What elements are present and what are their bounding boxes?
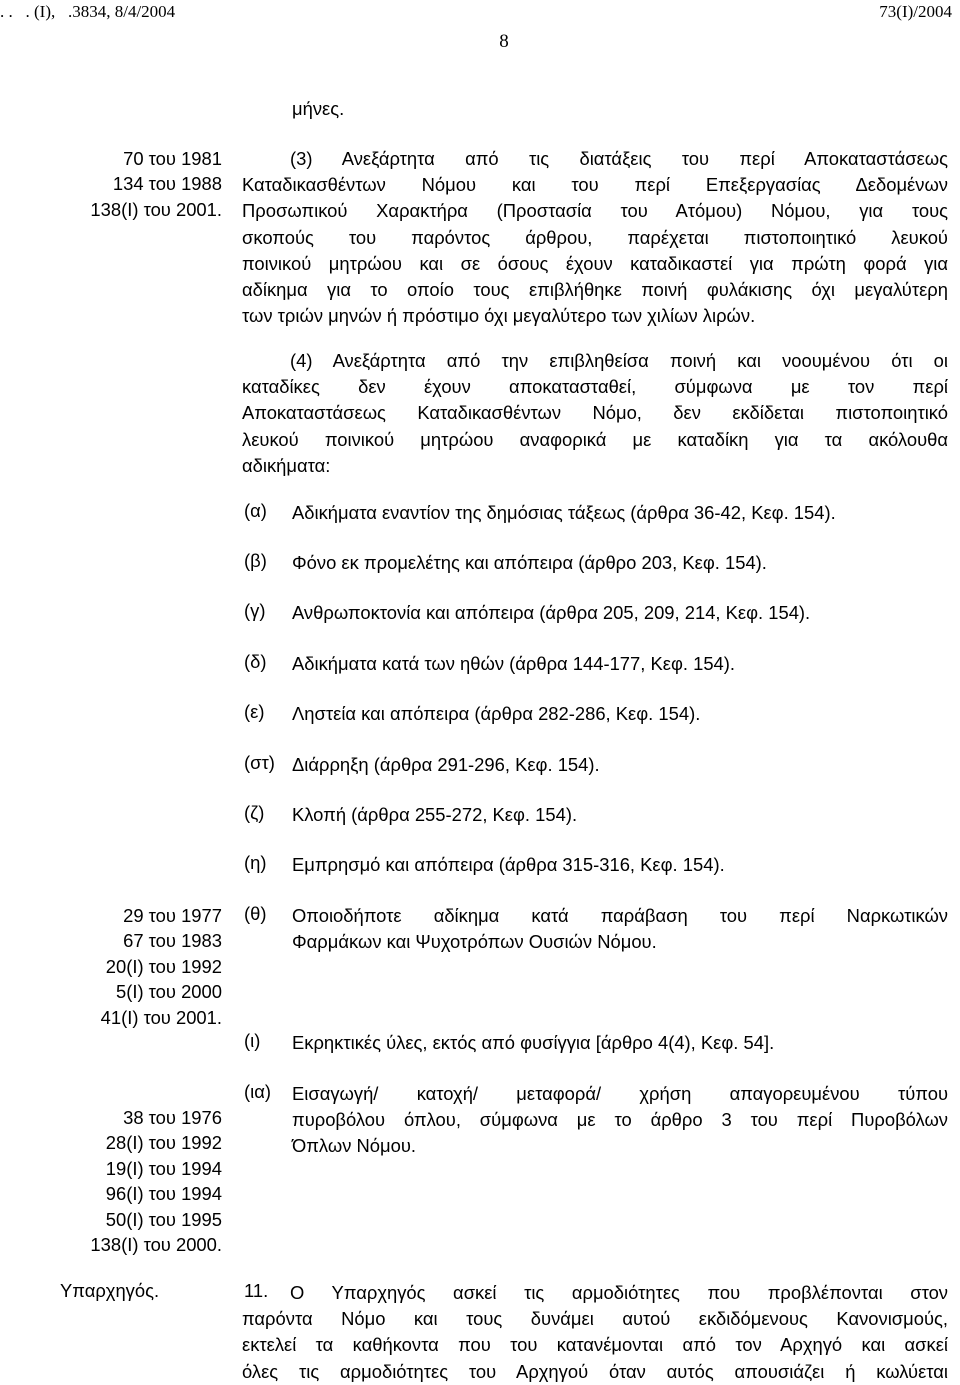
item-text: Οποιοδήποτε αδίκημα κατά παράβαση του περί Ναρκωτικών Φαρμάκων και Ψυχοτρόπων Ουσιών Νόμου.	[292, 905, 948, 953]
margin-note: 5(Ι) του 2000	[115, 981, 222, 1003]
paragraph-line: αδικήματα:	[242, 454, 331, 476]
margin-note: 67 του 1983	[123, 930, 222, 952]
margin-note: 29 του 1977	[123, 905, 222, 926]
paragraph-4	[242, 348, 948, 479]
paragraph-line: (4) Ανεξάρτητα από την επιβληθείσα ποινή και νοουμένου ότι οι	[290, 350, 948, 371]
margin-note: 38 του 1976	[123, 1107, 222, 1128]
item-label: (ι)	[244, 1030, 261, 1051]
margin-note: 19(Ι) του 1994	[105, 1157, 222, 1179]
item-text: Διάρρηξη (άρθρα 291-296, Κεφ. 154).	[292, 754, 600, 775]
item-label: (ζ)	[244, 802, 265, 823]
paragraph-line: Αποκαταστάσεως Καταδικασθέντων Νόμο, δεν εκδίδεται πιστοποιητικό	[242, 402, 948, 424]
item-text: Εμπρησμό και απόπειρα (άρθρα 315-316, Κεφ. 154).	[292, 854, 725, 875]
item-text: Φόνο εκ προμελέτης και απόπειρα (άρθρο 203, Κεφ. 154).	[292, 552, 767, 573]
paragraph-line: αδίκημα για το οποίο τους επιβλήθηκε ποινή φυλάκισης όχι μεγαλύτερη	[242, 279, 948, 301]
paragraph-line: παρόντα Νόμο και τους δυνάμει αυτού εκδιδόμενους Κανονισμούς,	[242, 1308, 948, 1330]
carry-over-text: μήνες.	[292, 98, 345, 119]
paragraph-line: Προσωπικού Χαρακτήρα (Προστασία του Ατόμου) Νόμου, για τους	[242, 200, 948, 222]
item-label: (β)	[244, 550, 267, 571]
item-text: Κλοπή (άρθρα 255-272, Κεφ. 154).	[292, 804, 578, 825]
paragraph-3	[242, 146, 948, 329]
item-label: (α)	[244, 500, 267, 521]
item-label: (δ)	[244, 651, 267, 672]
paragraph-line: καταδίκες δεν έχουν αποκατασταθεί, σύμφωνα με τον περί	[242, 376, 948, 398]
paragraph-line: εκτελεί τα καθήκοντα που του κατανέμονται από τον Αρχηγό και ασκεί	[242, 1334, 948, 1356]
item-label: (ια)	[244, 1081, 271, 1102]
item-text: Ανθρωποκτονία και απόπειρα (άρθρα 205, 209, 214, Κεφ. 154).	[292, 602, 811, 623]
section-number: 11.	[244, 1280, 269, 1301]
header-gazette-reference: . . . (Ι), .3834, 8/4/2004	[0, 2, 176, 21]
item-label: (ε)	[244, 701, 265, 722]
item-text: Αδικήματα εναντίον της δημόσιας τάξεως (άρθρα 36-42, Κεφ. 154).	[292, 502, 836, 523]
margin-notes-paragraph-3	[8, 146, 222, 222]
paragraph-line: των τριών μηνών ή πρόστιμο όχι μεγαλύτερο των χιλίων λιρών.	[242, 305, 756, 327]
item-text: Ληστεία και απόπειρα (άρθρα 282-286, Κεφ. 154).	[292, 703, 701, 724]
margin-note: 138(Ι) του 2000.	[90, 1234, 222, 1256]
header-law-number: 73(I)/2004	[879, 2, 952, 21]
item-text: Εισαγωγή/ κατοχή/ μεταφορά/ χρήση απαγορευμένου τύπου πυροβόλου όπλου, σύμφωνα με το άρθρο 3 του περί Πυροβόλων Όπλων Νόμου.	[292, 1083, 948, 1157]
paragraph-line: (3) Ανεξάρτητα από τις διατάξεις του περί Αποκαταστάσεως	[290, 148, 948, 169]
margin-note: 41(Ι) του 2001.	[100, 1006, 222, 1028]
margin-note: 96(Ι) του 1994	[105, 1183, 222, 1205]
margin-note: 134 του 1988	[112, 173, 222, 195]
item-label: (η)	[244, 852, 267, 873]
margin-note: 28(Ι) του 1992	[105, 1132, 222, 1154]
item-label: (θ)	[244, 903, 267, 924]
paragraph-line: σκοπούς του παρόντος άρθρου, παρέχεται πιστοποιητικό λευκού	[242, 226, 948, 248]
margin-note: 70 του 1981	[123, 148, 222, 169]
paragraph-line: Καταδικασθέντων Νόμου και του περί Επεξεργασίας Δεδομένων	[242, 174, 948, 196]
section-11-text	[242, 1280, 948, 1385]
paragraph-line: όλες τις αρμοδιότητες του Αρχηγού όταν αυτός απουσιάζει ή κωλύεται	[242, 1360, 948, 1382]
item-text: Εκρηκτικές ύλες, εκτός από φυσίγγια [άρθρο 4(4), Κεφ. 54].	[292, 1032, 775, 1053]
section-margin-title: Υπαρχηγός.	[60, 1280, 160, 1301]
item-label: (στ)	[244, 752, 275, 773]
margin-notes-item-theta	[8, 903, 222, 1030]
page-number: 8	[499, 31, 509, 52]
margin-note: 50(Ι) του 1995	[105, 1208, 222, 1230]
paragraph-line: λευκού ποινικού μητρώου αναφορικά με καταδίκη για τα ακόλουθα	[242, 428, 948, 450]
paragraph-line: Ο Υπαρχηγός ασκεί τις αρμοδιότητες που προβλέπονται στον	[290, 1282, 948, 1303]
margin-note: 20(Ι) του 1992	[105, 955, 222, 977]
margin-notes-item-ia	[8, 1105, 222, 1257]
item-text: Αδικήματα κατά των ηθών (άρθρα 144-177, Κεφ. 154).	[292, 653, 736, 674]
item-label: (γ)	[244, 600, 266, 621]
margin-note: 138(Ι) του 2001.	[90, 198, 222, 220]
paragraph-line: ποινικού μητρώου και σε όσους έχουν καταδικαστεί για πρώτη φορά για	[242, 252, 948, 274]
